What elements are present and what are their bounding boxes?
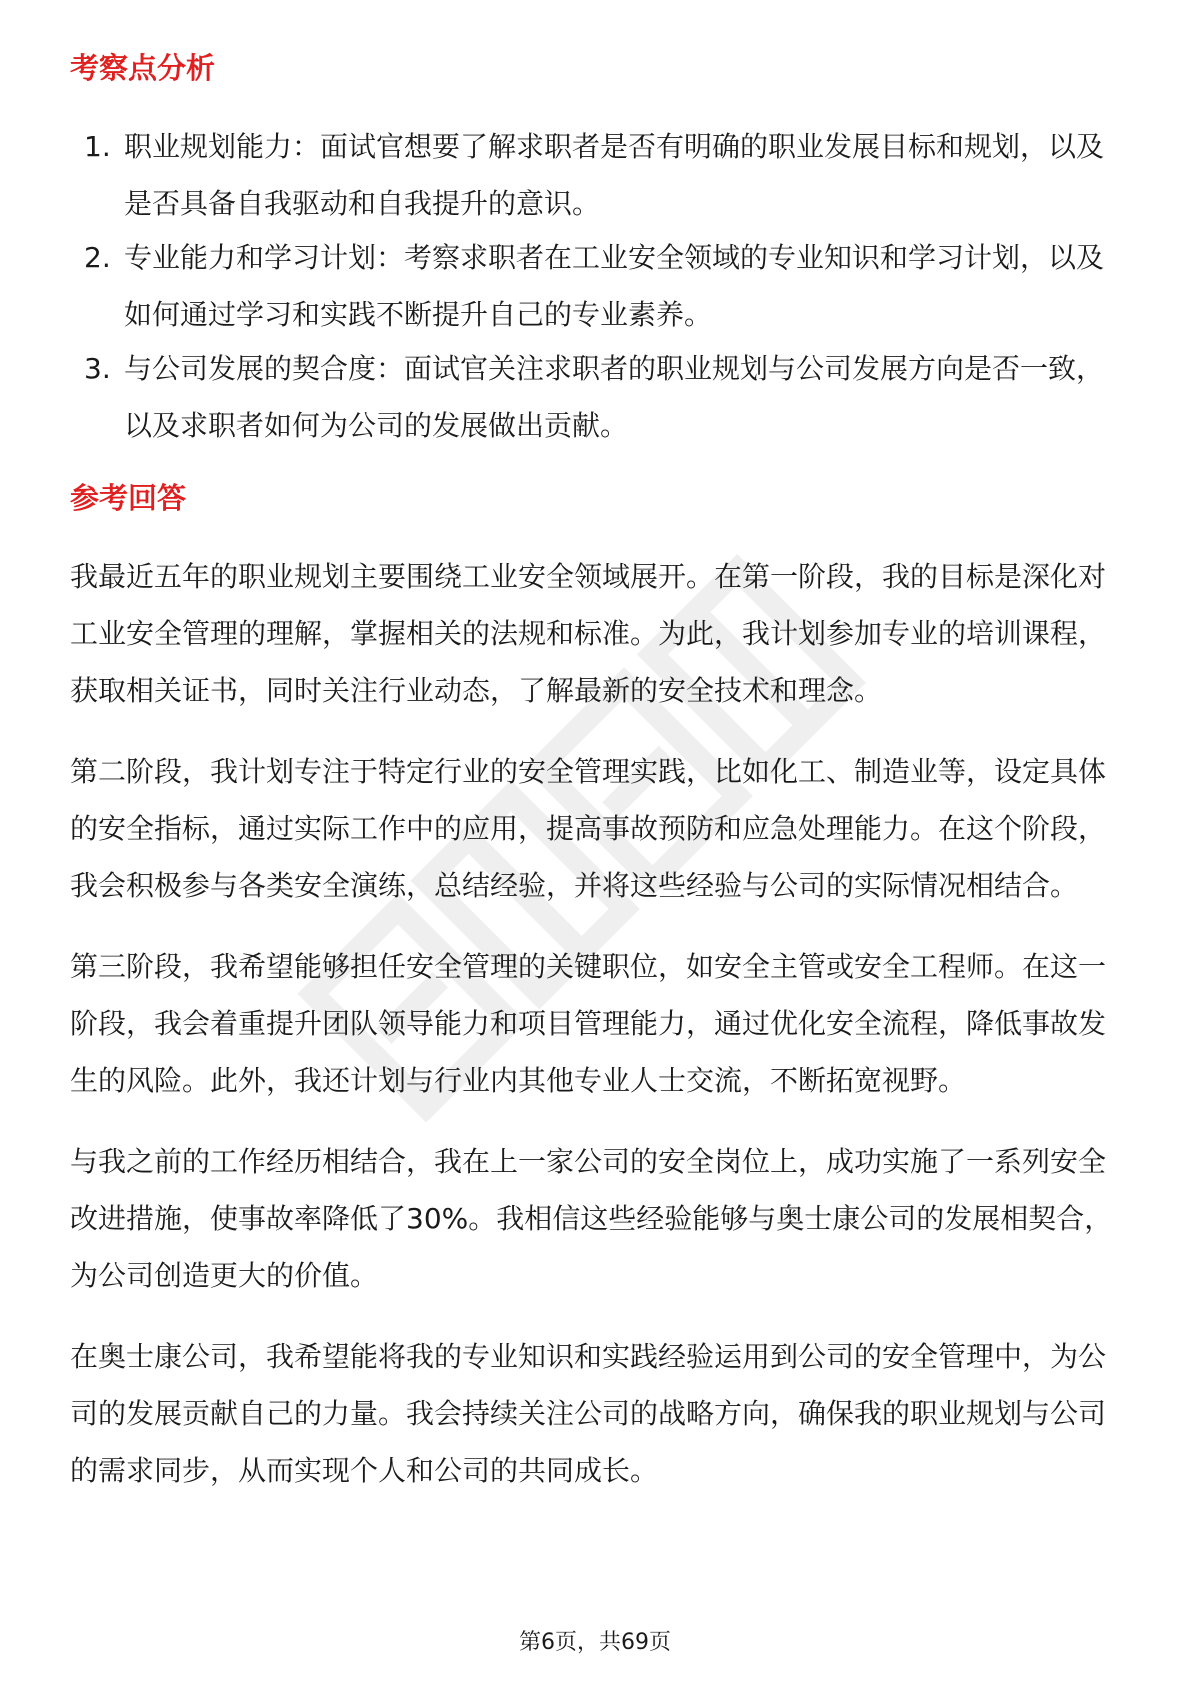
analysis-list xyxy=(70,118,1120,454)
answer-paragraph: 我最近五年的职业规划主要围绕工业安全领域展开。在第一阶段，我的目标是深化对工业安全管理的理解，掌握相关的法规和标准。为此，我计划参加专业的培训课程，获取相关证书，同时关注行业动态，了解最新的安全技术和理念。 xyxy=(70,560,1107,707)
answer-paragraph: 与我之前的工作经历相结合，我在上一家公司的安全岗位上，成功实施了一系列安全改进措施，使事故率降低了30%。我相信这些经验能够与奥士康公司的发展相契合，为公司创造更大的价值。 xyxy=(70,1145,1113,1292)
list-item-text: 专业能力和学习计划：考察求职者在工业安全领域的专业知识和学习计划，以及如何通过学习和实践不断提升自己的专业素养。 xyxy=(124,241,1105,331)
page-number-footer: 第6页，共69页 xyxy=(519,1630,671,1655)
answer-paragraph: 在奥士康公司，我希望能将我的专业知识和实践经验运用到公司的安全管理中，为公司的发展贡献自己的力量。我会持续关注公司的战略方向，确保我的职业规划与公司的需求同步，从而实现个人和公司的共同成长。 xyxy=(70,1340,1107,1487)
answer-paragraph: 第二阶段，我计划专注于特定行业的安全管理实践，比如化工、制造业等，设定具体的安全指标，通过实际工作中的应用，提高事故预防和应急处理能力。在这个阶段，我会积极参与各类安全演练，总结经验，并将这些经验与公司的实际情况相结合。 xyxy=(70,755,1107,902)
list-item xyxy=(70,118,1120,232)
list-item-text: 与公司发展的契合度：面试官关注求职者的职业规划与公司发展方向是否一致，以及求职者如何为公司的发展做出贡献。 xyxy=(124,352,1105,442)
analysis-section-title: 考察点分析 xyxy=(70,51,216,85)
answer-section-title: 参考回答 xyxy=(70,481,187,515)
list-item-number: 3. xyxy=(84,352,111,385)
list-item-number: 1. xyxy=(84,130,111,163)
list-item xyxy=(70,340,1120,454)
list-item xyxy=(70,229,1120,343)
list-item-number: 2. xyxy=(84,241,111,274)
main-content xyxy=(70,48,1120,1499)
list-item-text: 职业规划能力：面试官想要了解求职者是否有明确的职业发展目标和规划，以及是否具备自我驱动和自我提升的意识。 xyxy=(124,130,1105,220)
answer-paragraph: 第三阶段，我希望能够担任安全管理的关键职位，如安全主管或安全工程师。在这一阶段，我会着重提升团队领导能力和项目管理能力，通过优化安全流程，降低事故发生的风险。此外，我还计划与行业内其他专业人士交流，不断拓宽视野。 xyxy=(70,950,1107,1097)
